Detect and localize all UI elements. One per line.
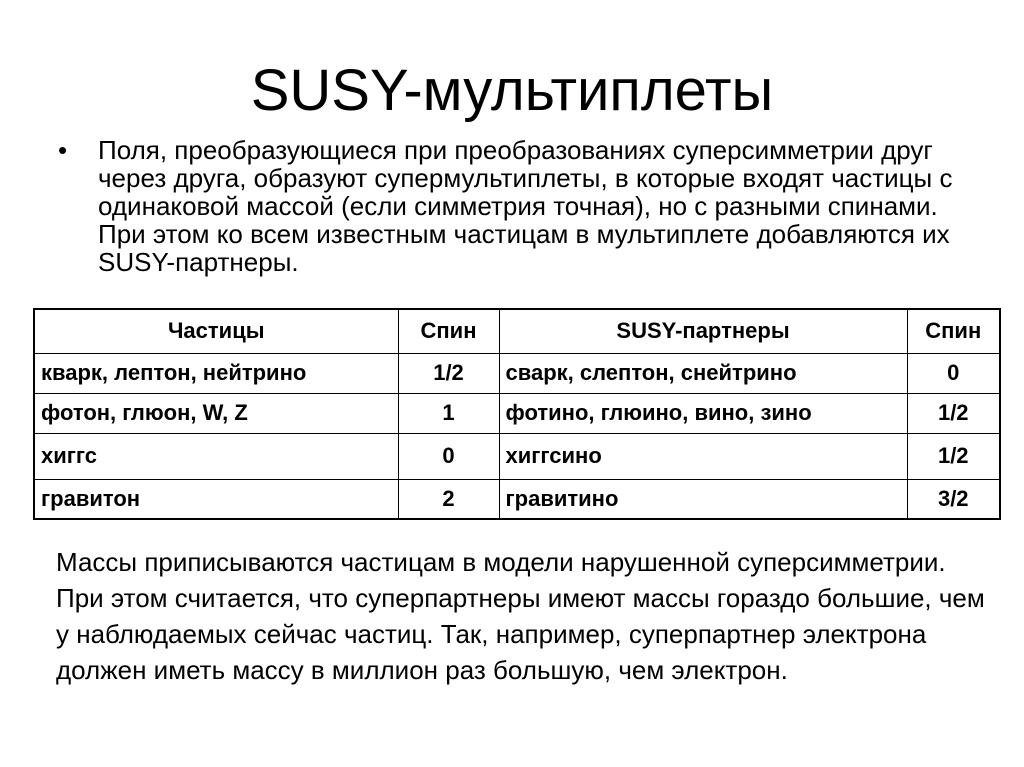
partner-spin: 0 xyxy=(907,353,1000,393)
table-row xyxy=(34,479,1000,519)
particle-name: хиггс xyxy=(34,433,398,479)
header-particles: Частицы xyxy=(34,309,398,353)
table-row xyxy=(34,353,1000,393)
table-row xyxy=(34,433,1000,479)
particle-spin: 0 xyxy=(398,433,499,479)
partner-spin: 3/2 xyxy=(907,479,1000,519)
intro-paragraph: Поля, преобразующиеся при преобразованиях суперсимметрии друг через друга, образуют супермультиплеты, в которые входят частицы с одинаковой массой (если симметрия точная), но с разными спинами. При этом ко всем известным частицам в мультиплете добавляются их SUSY-партнеры. xyxy=(98,135,953,277)
partner-spin: 1/2 xyxy=(907,393,1000,433)
particles-table xyxy=(33,308,1001,520)
table-row xyxy=(34,393,1000,433)
header-spin: Спин xyxy=(398,309,499,353)
bullet-icon: • xyxy=(58,135,68,165)
partner-name: гравитино xyxy=(499,479,907,519)
header-susy-partners: SUSY-партнеры xyxy=(499,309,907,353)
particle-name: кварк, лептон, нейтрино xyxy=(34,353,398,393)
partner-name: фотино, глюино, вино, зино xyxy=(499,393,907,433)
particle-name: гравитон xyxy=(34,479,398,519)
particle-name: фотон, глюон, W, Z xyxy=(34,393,398,433)
partner-name: хиггсино xyxy=(499,433,907,479)
header-partner-spin: Спин xyxy=(907,309,1000,353)
partner-spin: 1/2 xyxy=(907,433,1000,479)
table-header-row xyxy=(34,309,1000,353)
particle-spin: 1 xyxy=(398,393,499,433)
particle-spin: 1/2 xyxy=(398,353,499,393)
slide-title: SUSY-мультиплеты xyxy=(250,58,774,123)
note-paragraph: Массы приписываются частицам в модели нарушенной суперсимметрии. При этом считается, что суперпартнеры имеют массы гораздо большие, чем у наблюдаемых сейчас частиц. Так, например, суперпартнер электрона должен иметь массу в миллион раз большую, чем электрон. xyxy=(56,547,985,685)
particle-spin: 2 xyxy=(398,479,499,519)
partner-name: сварк, слептон, снейтрино xyxy=(499,353,907,393)
